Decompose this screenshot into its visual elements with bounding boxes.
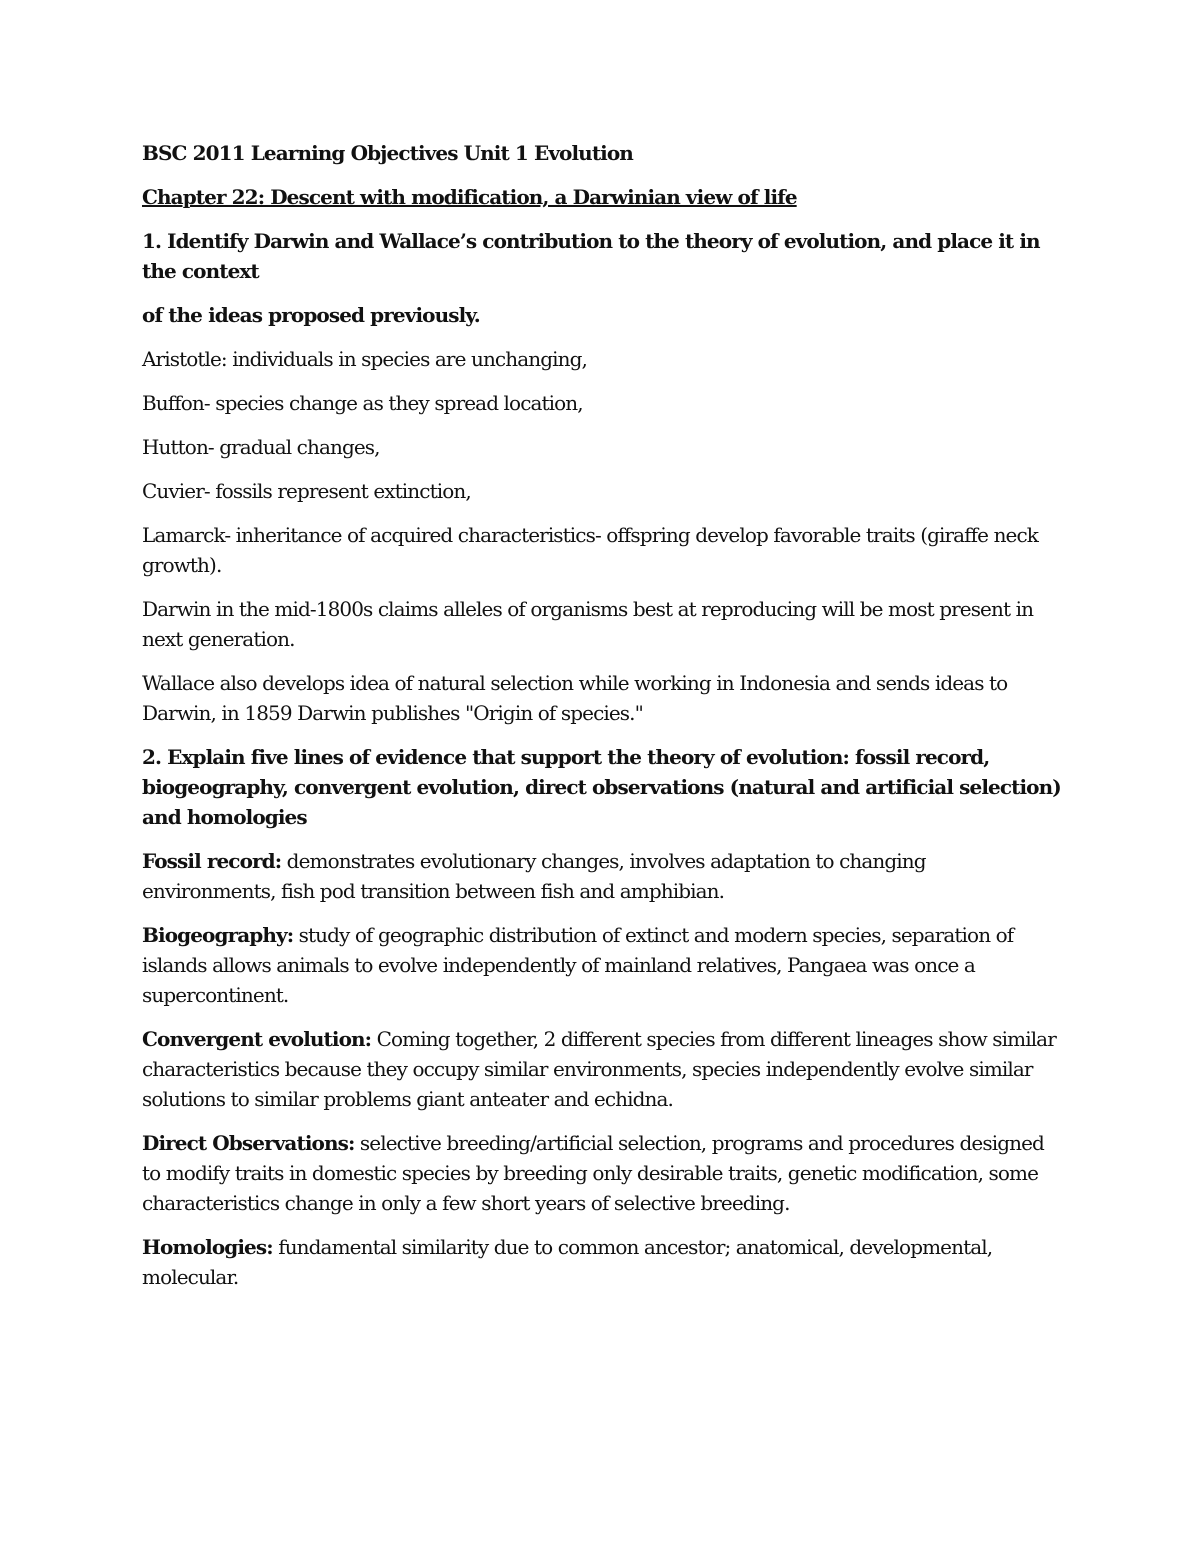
evidence-text: study of geographic distribution of extinct and modern species, separation of islands allows animals to evolve independently of mainland relatives, Pangaea was once a supercontinent. bbox=[142, 923, 1014, 1007]
evidence-homologies bbox=[142, 1232, 1062, 1292]
evidence-label: Convergent evolution: bbox=[142, 1027, 372, 1051]
evidence-fossil-record bbox=[142, 846, 1062, 906]
evidence-text: selective breeding/artificial selection, programs and procedures designed to modify traits in domestic species by breeding only desirable traits, genetic modification, some characteristics change in only a few short years of selective breeding. bbox=[142, 1131, 1044, 1215]
evidence-label: Biogeography: bbox=[142, 923, 294, 947]
objective-2-heading: 2. Explain five lines of evidence that support the theory of evolution: fossil record, biogeography, convergent evolution, direct observations (natural and artificial selection) and homologies bbox=[142, 745, 1061, 829]
evidence-direct-observations bbox=[142, 1128, 1062, 1218]
history-darwin: Darwin in the mid-1800s claims alleles of organisms best at reproducing will be most present in next generation. bbox=[142, 597, 1034, 651]
history-cuvier: Cuvier- fossils represent extinction, bbox=[142, 479, 471, 503]
history-lamarck: Lamarck- inheritance of acquired characteristics- offspring develop favorable traits (giraffe neck growth). bbox=[142, 523, 1039, 577]
evidence-label: Homologies: bbox=[142, 1235, 273, 1259]
evidence-biogeography bbox=[142, 920, 1062, 1010]
evidence-text: fundamental similarity due to common ancestor; anatomical, developmental, molecular. bbox=[142, 1235, 993, 1289]
history-wallace: Wallace also develops idea of natural selection while working in Indonesia and sends ideas to Darwin, in 1859 Darwin publishes "Origin of species." bbox=[142, 671, 1008, 725]
evidence-label: Fossil record: bbox=[142, 849, 282, 873]
objective-1-heading-continued: of the ideas proposed previously. bbox=[142, 303, 480, 327]
history-buffon: Buffon- species change as they spread location, bbox=[142, 391, 583, 415]
document-title: BSC 2011 Learning Objectives Unit 1 Evolution bbox=[142, 141, 633, 165]
evidence-text: demonstrates evolutionary changes, involves adaptation to changing environments, fish pod transition between fish and amphibian. bbox=[142, 849, 926, 903]
chapter-heading: Chapter 22: Descent with modification, a Darwinian view of life bbox=[142, 185, 797, 209]
evidence-text: Coming together, 2 different species from different lineages show similar characteristics because they occupy similar environments, species independently evolve similar solutions to similar problems giant anteater and echidna. bbox=[142, 1027, 1056, 1111]
history-hutton: Hutton- gradual changes, bbox=[142, 435, 380, 459]
evidence-convergent-evolution bbox=[142, 1024, 1062, 1114]
history-aristotle: Aristotle: individuals in species are unchanging, bbox=[142, 347, 587, 371]
document-page bbox=[142, 138, 1062, 1306]
evidence-label: Direct Observations: bbox=[142, 1131, 355, 1155]
objective-1-heading: 1. Identify Darwin and Wallace’s contribution to the theory of evolution, and place it in the context bbox=[142, 229, 1040, 283]
